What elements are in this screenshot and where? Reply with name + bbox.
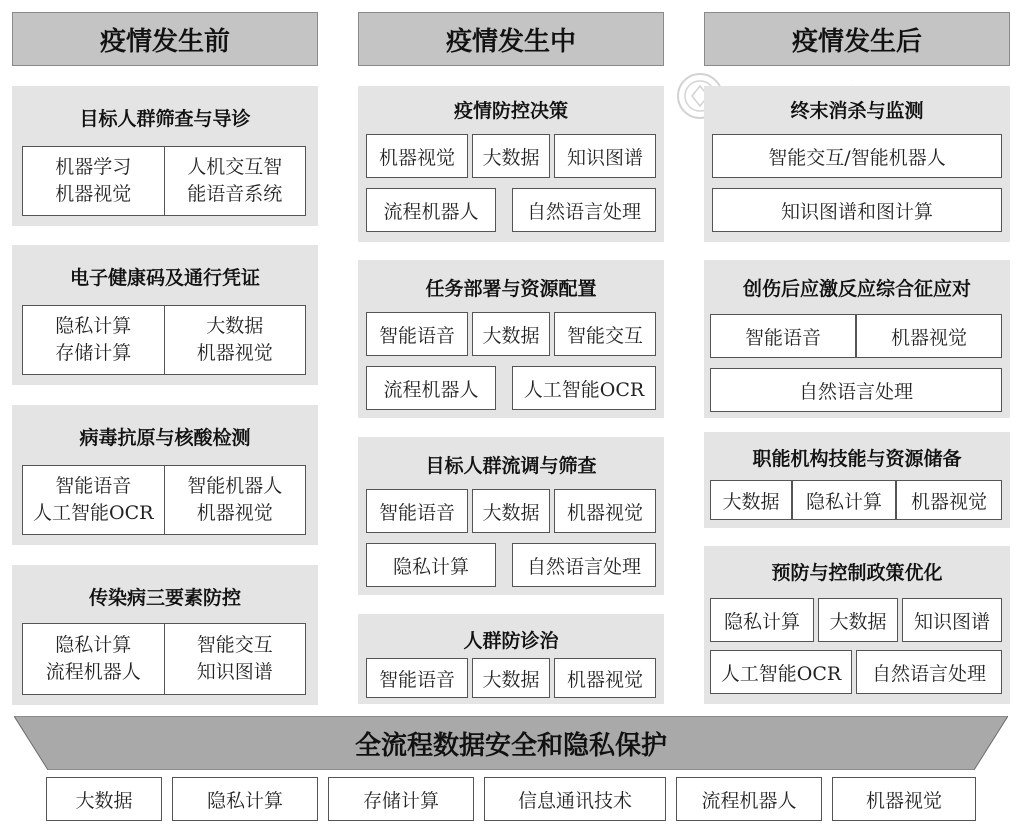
foundation-item: 流程机器人 [676,777,822,821]
tech-box: 智能语音 [710,314,856,358]
tech-box: 大数据 [472,134,550,178]
tech-box: 大数据 [472,312,550,356]
tech-pair [22,305,306,375]
panel-before-3 [12,405,318,545]
tech-box: 知识图谱 [554,134,656,178]
tech-label: 知识图谱 [196,661,273,683]
panel-title: 病毒抗原与核酸检测 [79,427,251,449]
tech-label: 人机交互智 [187,156,283,178]
tech-box: 智能语音 [366,312,468,356]
tech-box: 自然语言处理 [710,368,1002,412]
tech-pair [22,465,306,535]
panel-title: 传染病三要素防控 [88,587,241,609]
panel-title: 目标人群流调与筛查 [425,455,597,477]
panel-title: 人群防诊治 [463,630,559,652]
panel-after-1 [704,86,1010,242]
foundation-item: 大数据 [46,777,162,821]
tech-label: 智能交互 [196,634,273,656]
foundation-item: 机器视觉 [832,777,976,821]
panel-after-2 [704,260,1010,418]
tech-label: 隐私计算 [55,634,132,656]
tech-box: 人工智能OCR [512,366,656,410]
foundation-item: 存储计算 [328,777,474,821]
tech-box: 机器视觉 [896,480,1002,520]
foundation-item: 隐私计算 [172,777,318,821]
tech-box: 智能语音 [366,489,468,533]
tech-label: 流程机器人 [45,661,141,683]
tech-box: 人工智能OCR [710,650,852,694]
tech-box: 机器视觉 [366,134,468,178]
tech-label: 机器学习 [55,156,132,178]
tech-label: 智能语音 [55,475,132,497]
tech-box: 知识图谱和图计算 [712,188,1002,232]
foundation-item: 信息通讯技术 [484,777,666,821]
tech-box: 流程机器人 [366,188,496,232]
tech-box: 大数据 [710,480,792,520]
tech-box: 智能交互/智能机器人 [712,134,1002,178]
foundation-banner [14,716,1008,770]
tech-box: 智能语音 [366,658,468,698]
header-after: 疫情发生后 [704,12,1010,66]
panel-during-1 [358,86,664,242]
tech-box: 大数据 [472,658,550,698]
panel-title: 职能机构技能与资源储备 [752,448,962,470]
panel-title: 任务部署与资源配置 [425,278,597,300]
foundation-title: 全流程数据安全和隐私保护 [354,730,667,761]
tech-box: 自然语言处理 [512,543,656,587]
tech-pair [22,623,306,695]
tech-box: 机器视觉 [554,489,656,533]
tech-label: 能语音系统 [187,183,283,205]
tech-pair [22,146,306,216]
panel-after-4 [704,546,1010,704]
tech-box: 自然语言处理 [856,650,1002,694]
tech-box: 隐私计算 [792,480,896,520]
tech-label: 机器视觉 [55,183,132,205]
tech-label: 隐私计算 [55,315,132,337]
header-during: 疫情发生中 [358,12,664,66]
panel-before-2 [12,245,318,385]
tech-box: 机器视觉 [856,314,1002,358]
tech-box: 隐私计算 [366,543,496,587]
panel-title: 创伤后应激反应综合征应对 [742,278,971,300]
tech-box: 知识图谱 [902,598,1002,642]
panel-after-3 [704,432,1010,528]
panel-title: 终末消杀与监测 [790,100,924,122]
tech-box: 隐私计算 [710,598,814,642]
tech-label: 智能机器人 [187,475,283,497]
tech-label: 大数据 [206,315,264,337]
panel-title: 疫情防控决策 [453,100,568,122]
panel-before-1 [12,86,318,226]
panel-title: 目标人群筛查与导诊 [79,108,251,130]
tech-box: 智能交互 [554,312,656,356]
tech-box: 自然语言处理 [512,188,656,232]
tech-box: 大数据 [818,598,898,642]
panel-title: 预防与控制政策优化 [771,562,943,584]
panel-during-4 [358,614,664,704]
panel-during-3 [358,437,664,595]
tech-label: 人工智能OCR [33,502,154,524]
header-before: 疫情发生前 [12,12,318,66]
tech-box: 流程机器人 [366,366,496,410]
tech-box: 机器视觉 [554,658,656,698]
panel-during-2 [358,260,664,418]
tech-box: 大数据 [472,489,550,533]
panel-before-4 [12,565,318,705]
tech-label: 存储计算 [55,342,132,364]
panel-title: 电子健康码及通行凭证 [69,267,260,289]
tech-label: 机器视觉 [196,502,273,524]
tech-label: 机器视觉 [196,342,273,364]
